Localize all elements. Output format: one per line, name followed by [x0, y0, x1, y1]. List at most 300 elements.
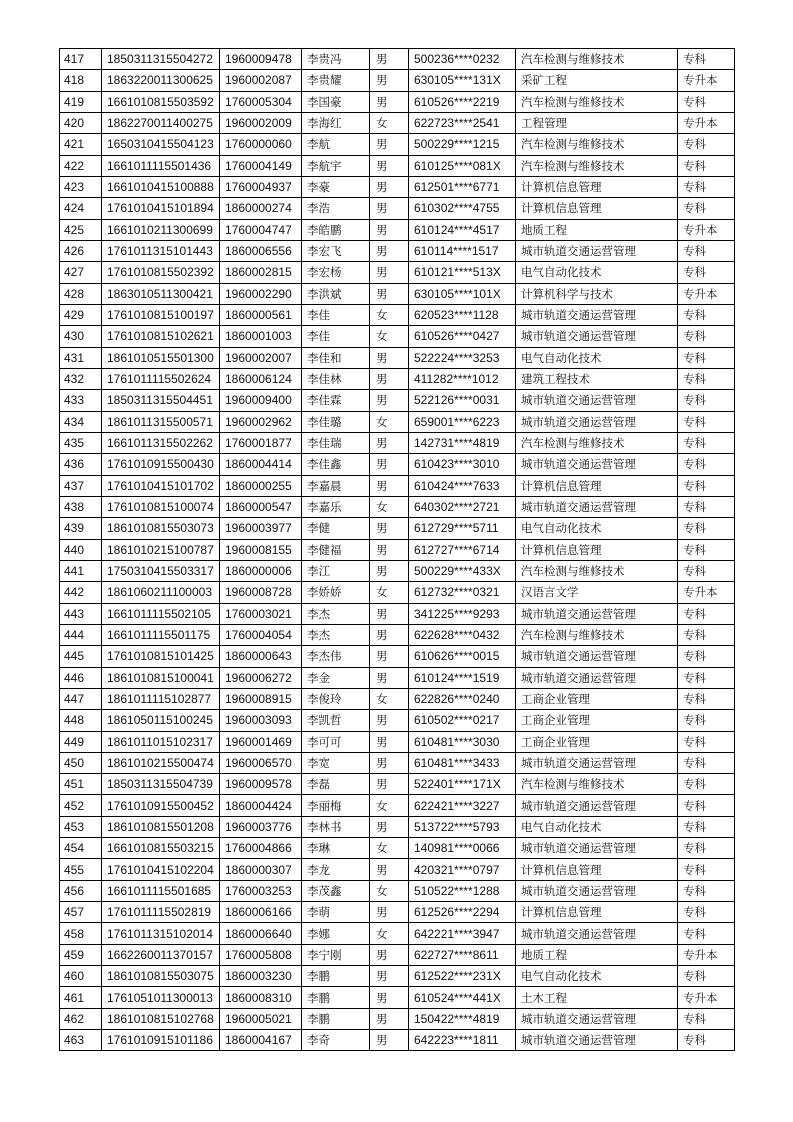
table-row	[60, 304, 735, 325]
id-card-number-cell: 612732****0321	[409, 582, 516, 603]
student-name-cell: 李贵耀	[302, 70, 370, 91]
education-level-cell: 专升本	[678, 987, 735, 1008]
exam-number-cell: 1661010211300699	[102, 219, 220, 240]
major-cell: 计算机信息管理	[516, 539, 678, 560]
row-number-cell: 452	[60, 795, 102, 816]
student-id-cell: 1860002815	[220, 262, 302, 283]
education-level-cell: 专科	[678, 368, 735, 389]
exam-number-cell: 1863220011300625	[102, 70, 220, 91]
id-card-number-cell: 522126****0031	[409, 390, 516, 411]
education-level-cell: 专科	[678, 411, 735, 432]
major-cell: 汽车检测与维修技术	[516, 91, 678, 112]
education-level-cell: 专升本	[678, 582, 735, 603]
gender-cell: 男	[370, 1008, 409, 1029]
gender-cell: 男	[370, 475, 409, 496]
student-name-cell: 李佳	[302, 304, 370, 325]
student-id-cell: 1960002087	[220, 70, 302, 91]
exam-number-cell: 1861010815100041	[102, 667, 220, 688]
education-level-cell: 专科	[678, 326, 735, 347]
table-row	[60, 518, 735, 539]
id-card-number-cell: 411282****1012	[409, 368, 516, 389]
student-name-cell: 李茂鑫	[302, 880, 370, 901]
id-card-number-cell: 610124****4517	[409, 219, 516, 240]
major-cell: 汽车检测与维修技术	[516, 624, 678, 645]
id-card-number-cell: 612727****6714	[409, 539, 516, 560]
row-number-cell: 449	[60, 731, 102, 752]
student-name-cell: 李贵冯	[302, 49, 370, 70]
id-card-number-cell: 659001****6223	[409, 411, 516, 432]
id-card-number-cell: 612729****5711	[409, 518, 516, 539]
student-name-cell: 李国豪	[302, 91, 370, 112]
gender-cell: 男	[370, 176, 409, 197]
id-card-number-cell: 610124****1519	[409, 667, 516, 688]
major-cell: 工商企业管理	[516, 710, 678, 731]
student-name-cell: 李杰	[302, 624, 370, 645]
exam-number-cell: 1861010815503075	[102, 966, 220, 987]
student-name-cell: 李嘉乐	[302, 496, 370, 517]
student-id-cell: 1960002290	[220, 283, 302, 304]
student-name-cell: 李鹏	[302, 987, 370, 1008]
table-row	[60, 731, 735, 752]
student-id-cell: 1960002962	[220, 411, 302, 432]
student-id-cell: 1760004149	[220, 155, 302, 176]
id-card-number-cell: 640302****2721	[409, 496, 516, 517]
id-card-number-cell: 610302****4755	[409, 198, 516, 219]
gender-cell: 女	[370, 326, 409, 347]
exam-number-cell: 1761011115502624	[102, 368, 220, 389]
id-card-number-cell: 610125****081X	[409, 155, 516, 176]
table-row	[60, 838, 735, 859]
gender-cell: 男	[370, 240, 409, 261]
table-row	[60, 774, 735, 795]
id-card-number-cell: 642223****1811	[409, 1030, 516, 1051]
education-level-cell: 专科	[678, 731, 735, 752]
table-row	[60, 582, 735, 603]
education-level-cell: 专科	[678, 752, 735, 773]
major-cell: 计算机信息管理	[516, 902, 678, 923]
exam-number-cell: 1661010415100888	[102, 176, 220, 197]
student-name-cell: 李鹏	[302, 1008, 370, 1029]
education-level-cell: 专科	[678, 838, 735, 859]
major-cell: 城市轨道交通运营管理	[516, 880, 678, 901]
student-name-cell: 李嘉晨	[302, 475, 370, 496]
table-row	[60, 70, 735, 91]
major-cell: 城市轨道交通运营管理	[516, 667, 678, 688]
row-number-cell: 438	[60, 496, 102, 517]
student-name-cell: 李鹏	[302, 966, 370, 987]
exam-number-cell: 1861011015102317	[102, 731, 220, 752]
education-level-cell: 专升本	[678, 283, 735, 304]
table-row	[60, 475, 735, 496]
gender-cell: 男	[370, 667, 409, 688]
major-cell: 城市轨道交通运营管理	[516, 1008, 678, 1029]
education-level-cell: 专科	[678, 646, 735, 667]
student-name-cell: 李浩	[302, 198, 370, 219]
table-row	[60, 902, 735, 923]
row-number-cell: 426	[60, 240, 102, 261]
gender-cell: 女	[370, 880, 409, 901]
major-cell: 计算机信息管理	[516, 198, 678, 219]
student-name-cell: 李磊	[302, 774, 370, 795]
exam-number-cell: 1850311315504272	[102, 49, 220, 70]
id-card-number-cell: 622723****2541	[409, 112, 516, 133]
row-number-cell: 418	[60, 70, 102, 91]
exam-number-cell: 1861011115102877	[102, 688, 220, 709]
row-number-cell: 441	[60, 560, 102, 581]
student-name-cell: 李佳林	[302, 368, 370, 389]
student-id-cell: 1960006570	[220, 752, 302, 773]
row-number-cell: 456	[60, 880, 102, 901]
row-number-cell: 439	[60, 518, 102, 539]
table-row	[60, 880, 735, 901]
id-card-number-cell: 420321****0797	[409, 859, 516, 880]
table-row	[60, 624, 735, 645]
student-id-cell: 1860003230	[220, 966, 302, 987]
row-number-cell: 453	[60, 816, 102, 837]
student-name-cell: 李琳	[302, 838, 370, 859]
id-card-number-cell: 150422****4819	[409, 1008, 516, 1029]
exam-number-cell: 1661010815503592	[102, 91, 220, 112]
gender-cell: 男	[370, 219, 409, 240]
major-cell: 采矿工程	[516, 70, 678, 91]
education-level-cell: 专科	[678, 923, 735, 944]
table-row	[60, 560, 735, 581]
gender-cell: 男	[370, 560, 409, 581]
row-number-cell: 437	[60, 475, 102, 496]
gender-cell: 男	[370, 752, 409, 773]
major-cell: 城市轨道交通运营管理	[516, 923, 678, 944]
student-id-cell: 1960008155	[220, 539, 302, 560]
student-name-cell: 李丽梅	[302, 795, 370, 816]
gender-cell: 男	[370, 731, 409, 752]
table-row	[60, 198, 735, 219]
id-card-number-cell: 610423****3010	[409, 454, 516, 475]
major-cell: 汽车检测与维修技术	[516, 134, 678, 155]
student-name-cell: 李龙	[302, 859, 370, 880]
major-cell: 电气自动化技术	[516, 816, 678, 837]
row-number-cell: 446	[60, 667, 102, 688]
table-row	[60, 49, 735, 70]
student-id-cell: 1860006166	[220, 902, 302, 923]
row-number-cell: 421	[60, 134, 102, 155]
exam-number-cell: 1650310415504123	[102, 134, 220, 155]
id-card-number-cell: 622421****3227	[409, 795, 516, 816]
student-id-cell: 1760004937	[220, 176, 302, 197]
gender-cell: 男	[370, 518, 409, 539]
table-row	[60, 966, 735, 987]
student-name-cell: 李奇	[302, 1030, 370, 1051]
table-row	[60, 710, 735, 731]
table-row	[60, 667, 735, 688]
row-number-cell: 462	[60, 1008, 102, 1029]
major-cell: 工程管理	[516, 112, 678, 133]
gender-cell: 男	[370, 774, 409, 795]
major-cell: 电气自动化技术	[516, 518, 678, 539]
row-number-cell: 419	[60, 91, 102, 112]
major-cell: 汽车检测与维修技术	[516, 432, 678, 453]
student-id-cell: 1860000255	[220, 475, 302, 496]
gender-cell: 男	[370, 283, 409, 304]
gender-cell: 男	[370, 347, 409, 368]
id-card-number-cell: 522401****171X	[409, 774, 516, 795]
row-number-cell: 431	[60, 347, 102, 368]
table-row	[60, 240, 735, 261]
row-number-cell: 434	[60, 411, 102, 432]
id-card-number-cell: 622727****8611	[409, 944, 516, 965]
row-number-cell: 451	[60, 774, 102, 795]
exam-number-cell: 1761010415102204	[102, 859, 220, 880]
row-number-cell: 444	[60, 624, 102, 645]
education-level-cell: 专科	[678, 880, 735, 901]
major-cell: 汽车检测与维修技术	[516, 560, 678, 581]
row-number-cell: 455	[60, 859, 102, 880]
education-level-cell: 专科	[678, 603, 735, 624]
student-id-cell: 1860006556	[220, 240, 302, 261]
student-name-cell: 李豪	[302, 176, 370, 197]
education-level-cell: 专科	[678, 198, 735, 219]
major-cell: 电气自动化技术	[516, 347, 678, 368]
id-card-number-cell: 622628****0432	[409, 624, 516, 645]
gender-cell: 女	[370, 688, 409, 709]
exam-number-cell: 1861011315500571	[102, 411, 220, 432]
student-name-cell: 李洪斌	[302, 283, 370, 304]
exam-number-cell: 1861010215500474	[102, 752, 220, 773]
row-number-cell: 461	[60, 987, 102, 1008]
student-name-cell: 李宽	[302, 752, 370, 773]
major-cell: 城市轨道交通运营管理	[516, 603, 678, 624]
exam-number-cell: 1761011315102014	[102, 923, 220, 944]
major-cell: 地质工程	[516, 944, 678, 965]
exam-number-cell: 1761010915500452	[102, 795, 220, 816]
exam-number-cell: 1850311315504451	[102, 390, 220, 411]
table-row	[60, 155, 735, 176]
major-cell: 计算机科学与技术	[516, 283, 678, 304]
gender-cell: 男	[370, 155, 409, 176]
student-id-cell: 1760004747	[220, 219, 302, 240]
gender-cell: 男	[370, 646, 409, 667]
major-cell: 城市轨道交通运营管理	[516, 304, 678, 325]
student-name-cell: 李佳鑫	[302, 454, 370, 475]
student-id-cell: 1860006124	[220, 368, 302, 389]
gender-cell: 男	[370, 432, 409, 453]
student-id-cell: 1860000547	[220, 496, 302, 517]
major-cell: 建筑工程技术	[516, 368, 678, 389]
major-cell: 电气自动化技术	[516, 966, 678, 987]
gender-cell: 男	[370, 390, 409, 411]
education-level-cell: 专升本	[678, 70, 735, 91]
student-id-cell: 1960003093	[220, 710, 302, 731]
table-row	[60, 859, 735, 880]
gender-cell: 男	[370, 859, 409, 880]
exam-number-cell: 1761010815100197	[102, 304, 220, 325]
student-name-cell: 李金	[302, 667, 370, 688]
exam-number-cell: 1661011315502262	[102, 432, 220, 453]
major-cell: 电气自动化技术	[516, 262, 678, 283]
id-card-number-cell: 341225****9293	[409, 603, 516, 624]
education-level-cell: 专科	[678, 240, 735, 261]
gender-cell: 女	[370, 795, 409, 816]
student-id-cell: 1760003021	[220, 603, 302, 624]
student-id-cell: 1760005808	[220, 944, 302, 965]
education-level-cell: 专科	[678, 91, 735, 112]
student-id-cell: 1860001003	[220, 326, 302, 347]
exam-number-cell: 1661010815503215	[102, 838, 220, 859]
education-level-cell: 专科	[678, 262, 735, 283]
table-row	[60, 1008, 735, 1029]
table-row	[60, 347, 735, 368]
student-name-cell: 李林书	[302, 816, 370, 837]
student-name-cell: 李娇娇	[302, 582, 370, 603]
gender-cell: 男	[370, 816, 409, 837]
education-level-cell: 专升本	[678, 944, 735, 965]
gender-cell: 男	[370, 902, 409, 923]
student-table	[59, 48, 735, 1051]
student-name-cell: 李宏杨	[302, 262, 370, 283]
major-cell: 城市轨道交通运营管理	[516, 795, 678, 816]
education-level-cell: 专科	[678, 432, 735, 453]
exam-number-cell: 1850311315504739	[102, 774, 220, 795]
row-number-cell: 445	[60, 646, 102, 667]
id-card-number-cell: 610526****0427	[409, 326, 516, 347]
gender-cell: 男	[370, 49, 409, 70]
major-cell: 工商企业管理	[516, 688, 678, 709]
education-level-cell: 专科	[678, 1008, 735, 1029]
row-number-cell: 463	[60, 1030, 102, 1051]
gender-cell: 男	[370, 198, 409, 219]
table-row	[60, 454, 735, 475]
exam-number-cell: 1761010815502392	[102, 262, 220, 283]
education-level-cell: 专科	[678, 155, 735, 176]
id-card-number-cell: 630105****101X	[409, 283, 516, 304]
row-number-cell: 425	[60, 219, 102, 240]
gender-cell: 男	[370, 70, 409, 91]
education-level-cell: 专科	[678, 816, 735, 837]
table-row	[60, 411, 735, 432]
major-cell: 城市轨道交通运营管理	[516, 752, 678, 773]
id-card-number-cell: 612501****6771	[409, 176, 516, 197]
row-number-cell: 447	[60, 688, 102, 709]
table-row	[60, 134, 735, 155]
student-id-cell: 1860000274	[220, 198, 302, 219]
exam-number-cell: 1761010815101425	[102, 646, 220, 667]
student-id-cell: 1860004424	[220, 795, 302, 816]
id-card-number-cell: 610626****0015	[409, 646, 516, 667]
education-level-cell: 专科	[678, 667, 735, 688]
student-name-cell: 李宁刚	[302, 944, 370, 965]
row-number-cell: 423	[60, 176, 102, 197]
gender-cell: 女	[370, 112, 409, 133]
id-card-number-cell: 622826****0240	[409, 688, 516, 709]
id-card-number-cell: 500229****433X	[409, 560, 516, 581]
row-number-cell: 440	[60, 539, 102, 560]
education-level-cell: 专升本	[678, 112, 735, 133]
exam-number-cell: 1863010511300421	[102, 283, 220, 304]
education-level-cell: 专科	[678, 134, 735, 155]
student-name-cell: 李佳霖	[302, 390, 370, 411]
gender-cell: 女	[370, 838, 409, 859]
exam-number-cell: 1761011115502819	[102, 902, 220, 923]
student-id-cell: 1960008915	[220, 688, 302, 709]
id-card-number-cell: 620523****1128	[409, 304, 516, 325]
major-cell: 工商企业管理	[516, 731, 678, 752]
education-level-cell: 专科	[678, 475, 735, 496]
table-row	[60, 283, 735, 304]
student-id-cell: 1960005021	[220, 1008, 302, 1029]
student-name-cell: 李健	[302, 518, 370, 539]
student-name-cell: 李航宇	[302, 155, 370, 176]
table-row	[60, 944, 735, 965]
id-card-number-cell: 642221****3947	[409, 923, 516, 944]
table-row	[60, 539, 735, 560]
student-id-cell: 1760001877	[220, 432, 302, 453]
exam-number-cell: 1862270011400275	[102, 112, 220, 133]
student-name-cell: 李杰	[302, 603, 370, 624]
gender-cell: 男	[370, 710, 409, 731]
table-row	[60, 368, 735, 389]
table-row	[60, 432, 735, 453]
table-row	[60, 496, 735, 517]
row-number-cell: 433	[60, 390, 102, 411]
major-cell: 城市轨道交通运营管理	[516, 646, 678, 667]
gender-cell: 女	[370, 304, 409, 325]
exam-number-cell: 1761011315101443	[102, 240, 220, 261]
row-number-cell: 450	[60, 752, 102, 773]
table-row	[60, 219, 735, 240]
student-id-cell: 1860006640	[220, 923, 302, 944]
row-number-cell: 428	[60, 283, 102, 304]
education-level-cell: 专科	[678, 347, 735, 368]
student-id-cell: 1860000643	[220, 646, 302, 667]
exam-number-cell: 1661011115501175	[102, 624, 220, 645]
gender-cell: 男	[370, 603, 409, 624]
student-name-cell: 李宏飞	[302, 240, 370, 261]
education-level-cell: 专科	[678, 1030, 735, 1051]
table-row	[60, 1030, 735, 1051]
row-number-cell: 457	[60, 902, 102, 923]
education-level-cell: 专科	[678, 560, 735, 581]
student-name-cell: 李萌	[302, 902, 370, 923]
student-name-cell: 李海红	[302, 112, 370, 133]
exam-number-cell: 1661011115501436	[102, 155, 220, 176]
major-cell: 城市轨道交通运营管理	[516, 496, 678, 517]
table-row	[60, 987, 735, 1008]
gender-cell: 女	[370, 496, 409, 517]
id-card-number-cell: 500236****0232	[409, 49, 516, 70]
exam-number-cell: 1761010815102621	[102, 326, 220, 347]
row-number-cell: 454	[60, 838, 102, 859]
student-id-cell: 1760005304	[220, 91, 302, 112]
student-id-cell: 1960003977	[220, 518, 302, 539]
id-card-number-cell: 630105****131X	[409, 70, 516, 91]
exam-number-cell: 1761051011300013	[102, 987, 220, 1008]
exam-number-cell: 1761010815100074	[102, 496, 220, 517]
student-id-cell: 1860008310	[220, 987, 302, 1008]
student-name-cell: 李佳和	[302, 347, 370, 368]
row-number-cell: 448	[60, 710, 102, 731]
student-id-cell: 1960001469	[220, 731, 302, 752]
education-level-cell: 专科	[678, 539, 735, 560]
major-cell: 地质工程	[516, 219, 678, 240]
table-row	[60, 923, 735, 944]
row-number-cell: 422	[60, 155, 102, 176]
table-row	[60, 176, 735, 197]
student-name-cell: 李佳	[302, 326, 370, 347]
student-id-cell: 1760003253	[220, 880, 302, 901]
major-cell: 汽车检测与维修技术	[516, 774, 678, 795]
id-card-number-cell: 610526****2219	[409, 91, 516, 112]
student-name-cell: 李佳瑞	[302, 432, 370, 453]
row-number-cell: 424	[60, 198, 102, 219]
